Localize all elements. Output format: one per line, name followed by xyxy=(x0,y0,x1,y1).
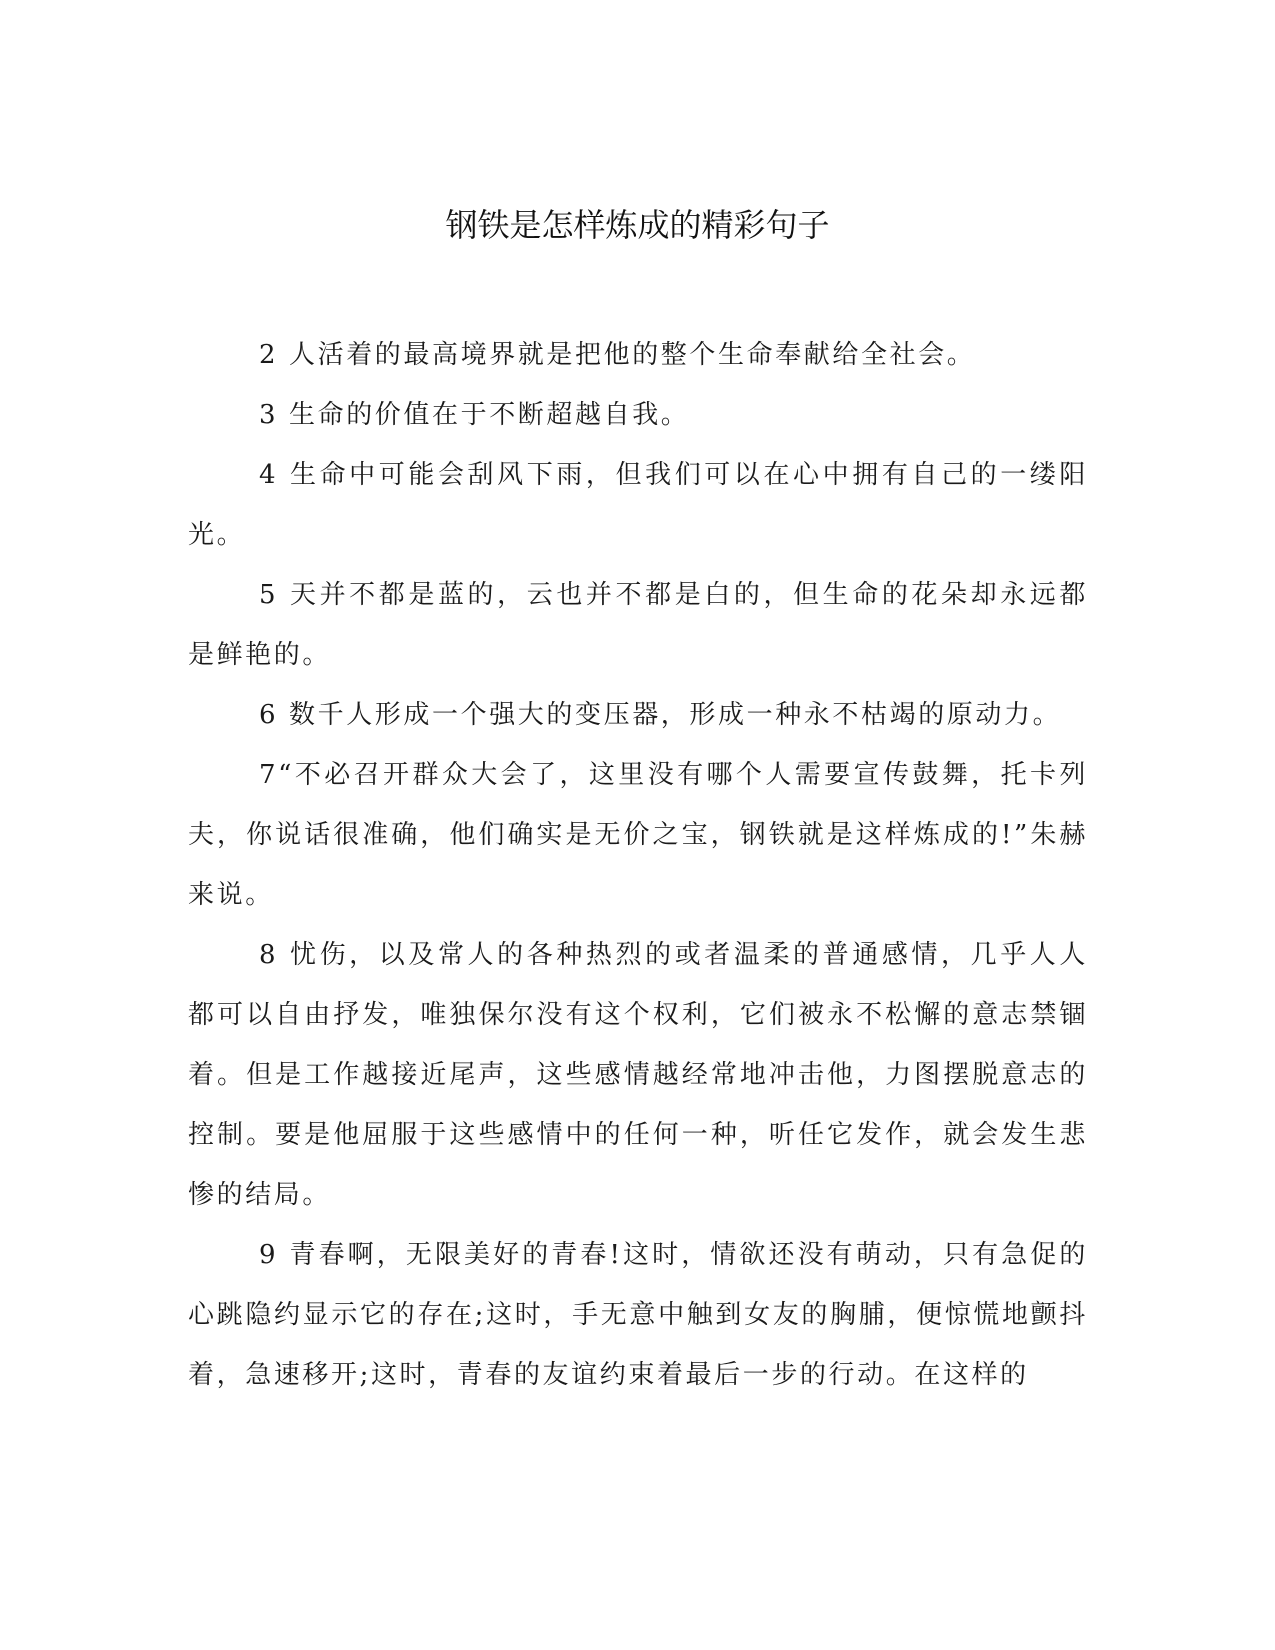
paragraph: 8 忧伤，以及常人的各种热烈的或者温柔的普通感情，几乎人人都可以自由抒发，唯独保尔没有这个权利，它们被永不松懈的意志禁锢着。但是工作越接近尾声，这些感情越经常地冲击他，力图摆脱意志的控制。要是他屈服于这些感情中的任何一种，听任它发作，就会发生悲惨的结局。 xyxy=(188,940,1088,1210)
paragraph: 6 数千人形成一个强大的变压器，形成一种永不枯竭的原动力。 xyxy=(259,700,1062,730)
document-title: 钢铁是怎样炼成的精彩句子 xyxy=(445,206,830,244)
paragraph: 5 天并不都是蓝的，云也并不都是白的，但生命的花朵却永远都是鲜艳的。 xyxy=(188,580,1088,670)
paragraph: 9 青春啊，无限美好的青春!这时，情欲还没有萌动，只有急促的心跳隐约显示它的存在;这时，手无意中触到女友的胸脯，便惊慌地颤抖着，急速移开;这时，青春的友谊约束着最后一步的行动。在这样的 xyxy=(188,1240,1088,1390)
paragraph: 7“不必召开群众大会了，这里没有哪个人需要宣传鼓舞，托卡列夫，你说话很准确，他们确实是无价之宝，钢铁就是这样炼成的!”朱赫来说。 xyxy=(188,760,1088,910)
document-body xyxy=(188,325,1088,1405)
paragraph: 3 生命的价值在于不断超越自我。 xyxy=(259,400,690,430)
paragraph: 2 人活着的最高境界就是把他的整个生命奉献给全社会。 xyxy=(259,340,976,370)
paragraph: 4 生命中可能会刮风下雨，但我们可以在心中拥有自己的一缕阳光。 xyxy=(188,460,1088,550)
